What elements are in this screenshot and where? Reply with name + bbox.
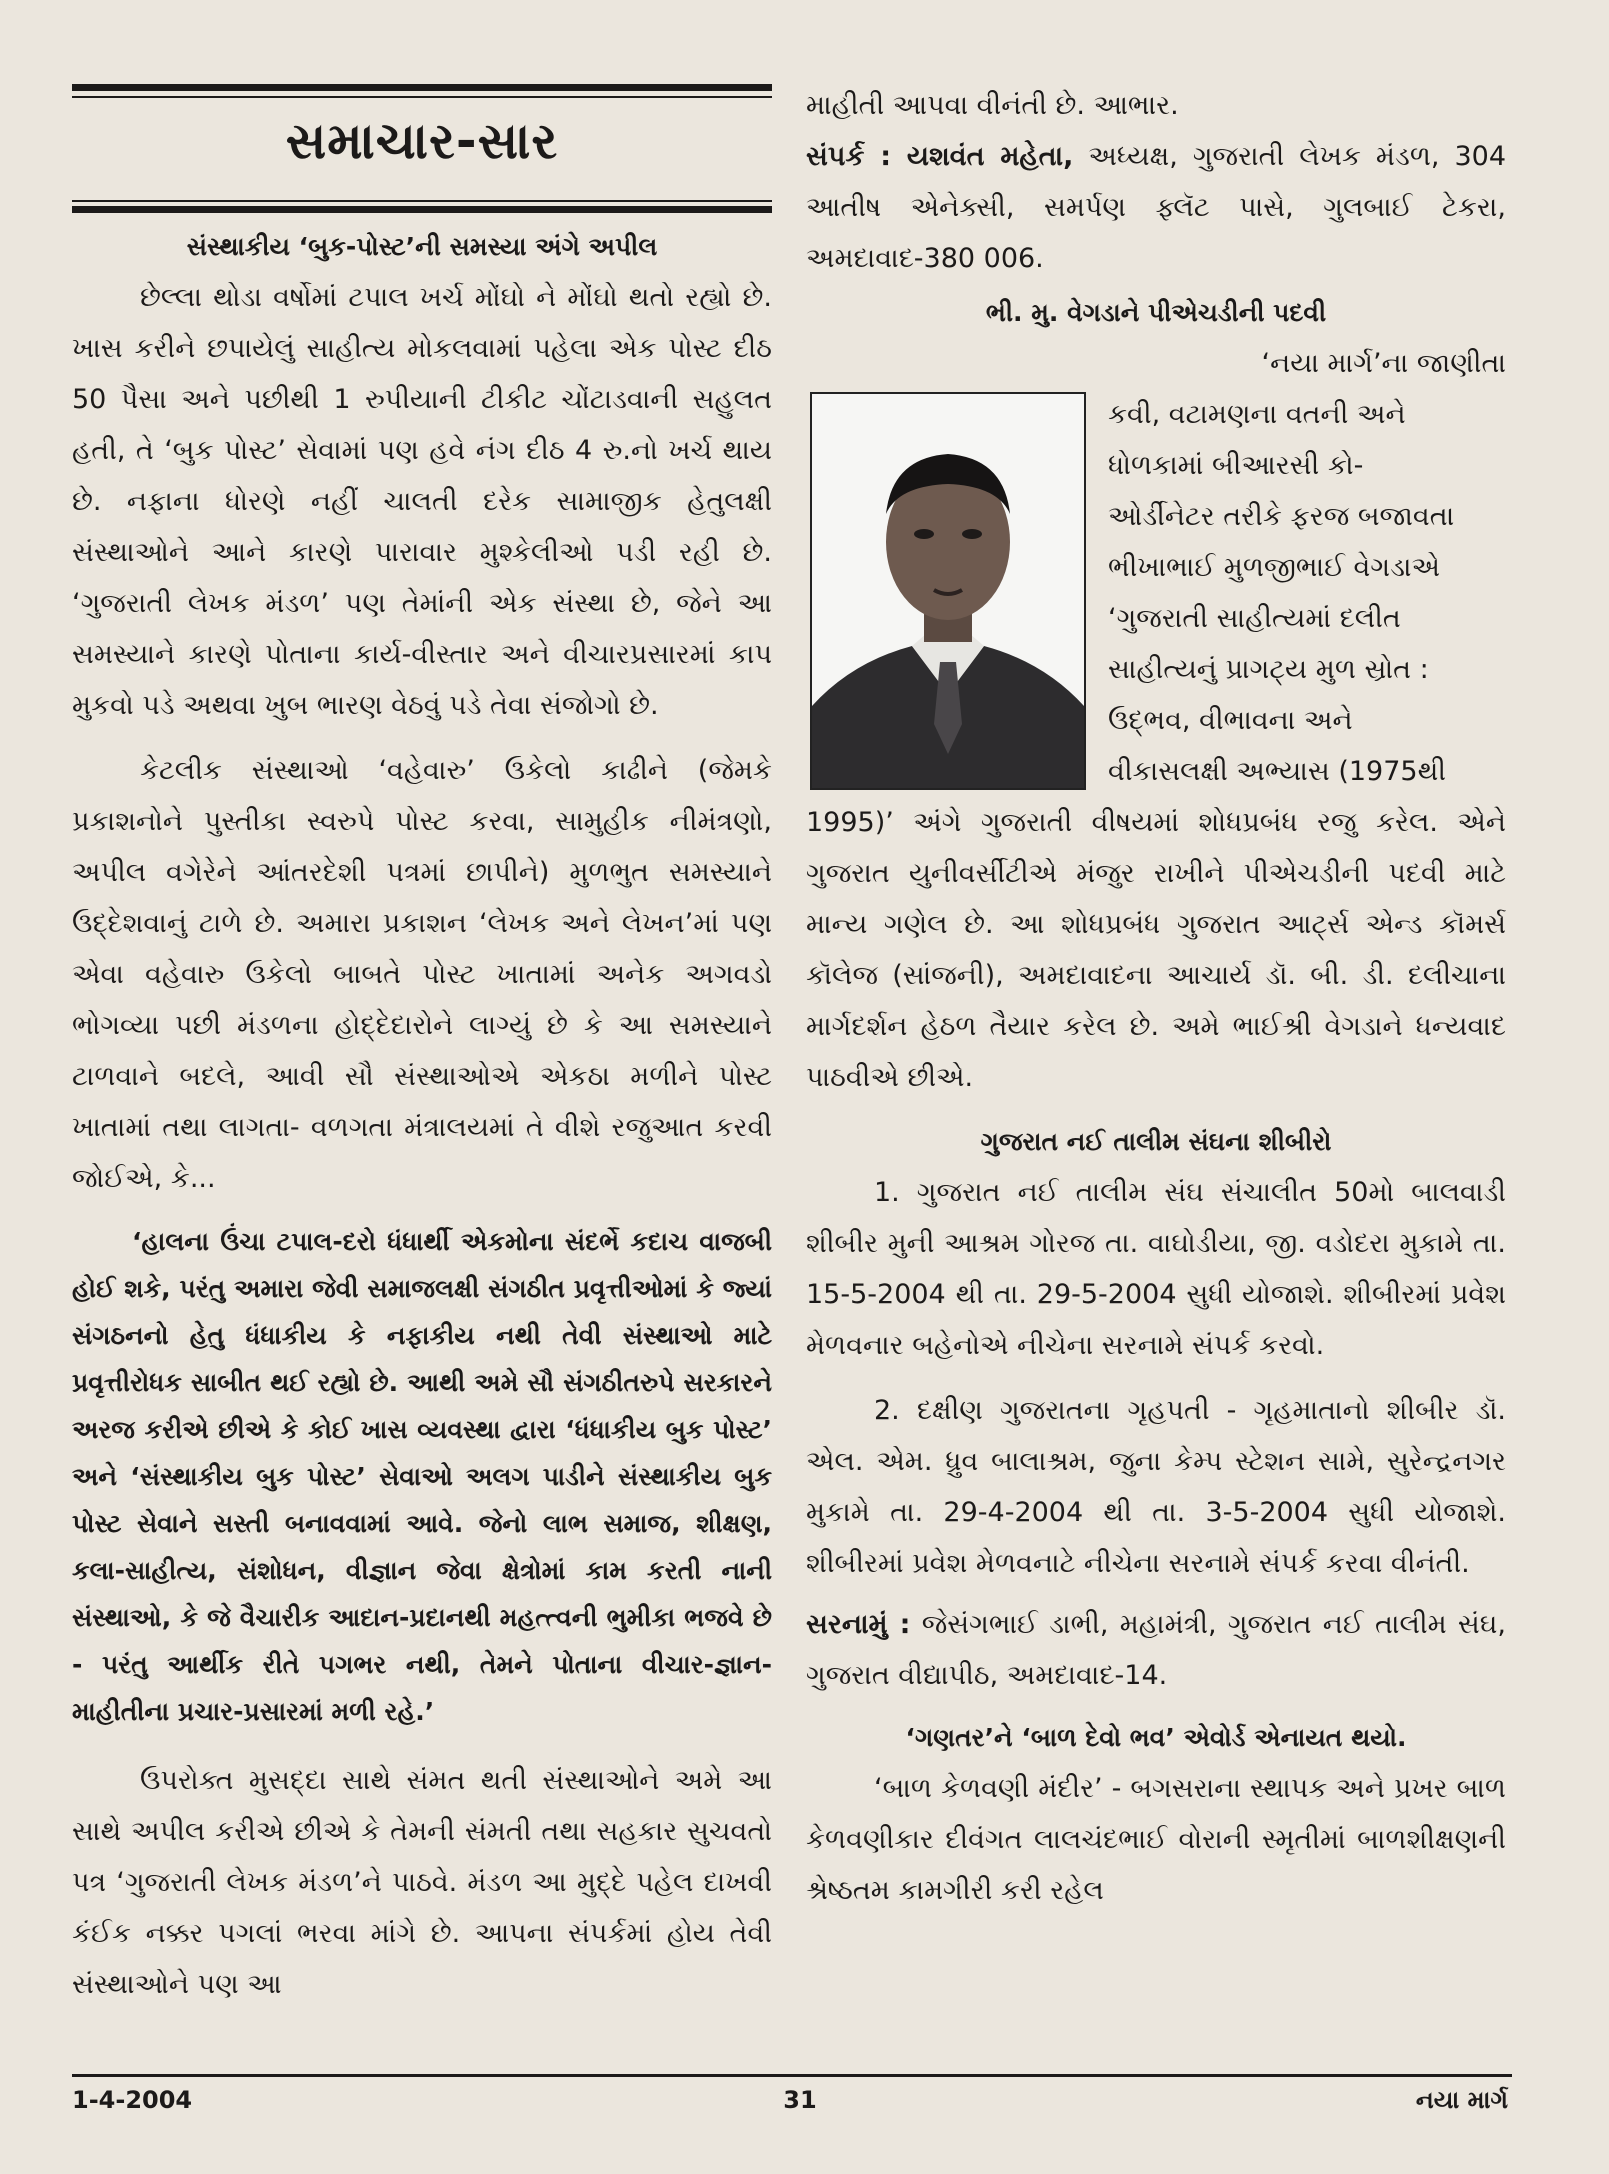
- right-column: [806, 80, 1506, 1916]
- header-rule-top-thin: [72, 96, 772, 98]
- footer-rule: [72, 2074, 1512, 2077]
- contact-block: [806, 131, 1506, 284]
- left-column: [72, 222, 772, 2010]
- header-rule-top: [72, 84, 772, 91]
- photo-caption-line: ઓર્ડીનેટર તરીકે ફરજ બજાવતા: [1108, 501, 1455, 532]
- article-heading-award: ‘ગણતર’ને ‘બાળ દેવો ભવ’ એવોર્ડ એનાયત થયો.: [905, 1723, 1407, 1752]
- article-heading-camps: ગુજરાત નઈ તાલીમ સંઘના શીબીરો: [980, 1127, 1332, 1156]
- header-rule-bottom: [72, 206, 772, 213]
- photo-caption-line: ‘નયા માર્ગ’ના જાણીતા: [1261, 348, 1506, 379]
- camp-item-1: 1. ગુજરાત નઈ તાલીમ સંઘ સંચાલીત 50મો બાલવાડી શીબીર મુની આશ્રમ ગોરજ તા. વાઘોડીયા, જી. વડોદરા મુકામે તા. 15-5-2004 થી તા. 29-5-2004 સુધી યોજાશે. શીબીરમાં પ્રવેશ મેળવનાર બહેનોએ નીચેના સરનામે સંપર્ક કરવો.: [806, 1177, 1506, 1361]
- page-number: 31: [783, 2086, 817, 2114]
- photo-caption-line: ભીખાભાઈ મુળજીભાઈ વેગડાએ: [1108, 552, 1441, 583]
- footer-date: 1-4-2004: [72, 2086, 193, 2114]
- photo-caption-line: વીકાસલક્ષી અભ્યાસ (1975થી: [1108, 756, 1447, 787]
- magazine-name: નયા માર્ગ: [1415, 2086, 1508, 2114]
- camp-item-2: 2. દક્ષીણ ગુજરાતના ગૃહપતી - ગૃહમાતાનો શીબીર ડૉ. એલ. એમ. ધ્રુવ બાલાશ્રમ, જુના કેમ્પ સ્ટેશન સામે, સુરેન્દ્રનગર મુકામે તા. 29-4-2004 થી તા. 3-5-2004 સુધી યોજાશે. શીબીરમાં પ્રવેશ મેળવનાટે નીચેના સરનામે સંપર્ક કરવા વીનંતી.: [806, 1395, 1506, 1579]
- article-paragraph: 1995)’ અંગે ગુજરાતી વીષયમાં શોધપ્રબંધ રજુ કરેલ. એને ગુજરાત યુનીવર્સીટીએ મંજુર રાખીને પીએચડીની પદવી માટે માન્ય ગણેલ છે. આ શોધપ્રબંધ ગુજરાત આર્ટ્સ એન્ડ કૉમર્સ કૉલેજ (સાંજની), અમદાવાદના આચાર્ય ડૉ. બી. ડી. દલીચાના માર્ગદર્શન હેઠળ તૈયાર કરેલ છે. અમે ભાઈશ્રી વેગડાને ધન્યવાદ પાઠવીએ છીએ.: [806, 807, 1506, 1093]
- article-paragraph: ઉપરોક્ત મુસદ્દા સાથે સંમત થતી સંસ્થાઓને અમે આ સાથે અપીલ કરીએ છીએ કે તેમની સંમતી તથા સહકાર સુચવતો પત્ર ‘ગુજરાતી લેખક મંડળ’ને પાઠવે. મંડળ આ મુદ્દે પહેલ દાખવી કંઈક નક્કર પગલાં ભરવા માંગે છે. આપના સંપર્કમાં હોય તેવી સંસ્થાઓને પણ આ: [72, 1765, 772, 2000]
- continued-text: માહીતી આપવા વીનંતી છે. આભાર.: [806, 90, 1179, 121]
- section-masthead: સમાચાર-સાર: [285, 112, 559, 170]
- article-paragraph: કેટલીક સંસ્થાઓ ‘વહેવારુ’ ઉકેલો કાઢીને (જેમકે પ્રકાશનોને પુસ્તીકા સ્વરુપે પોસ્ટ કરવા, સામુહીક નીમંત્રણો, અપીલ વગેરેને આંતરદેશી પત્રમાં છાપીને) મુળભુત સમસ્યાને ઉદ્દેશવાનું ટાળે છે. અમારા પ્રકાશન ‘લેખક અને લેખન’માં પણ એવા વહેવારુ ઉકેલો બાબતે પોસ્ટ ખાતામાં અનેક અગવડો ભોગવ્યા પછી મંડળના હોદ્દેદારોને લાગ્યું છે કે આ સમસ્યાને ટાળવાને બદલે, આવી સૌ સંસ્થાઓએ એકઠા મળીને પોસ્ટ ખાતામાં તથા લાગતા- વળગતા મંત્રાલયમાં તે વીશે રજુઆત કરવી જોઈએ, કે...: [72, 755, 772, 1194]
- article-quote: ‘હાલના ઉંચા ટપાલ-દરો ધંધાર્થી એકમોના સંદર્ભે કદાચ વાજબી હોઈ શકે, પરંતુ અમારા જેવી સમાજલક્ષી સંગઠીત પ્રવૃત્તીઓમાં કે જ્યાં સંગઠનનો હેતુ ધંધાકીય કે નફાકીય નથી તેવી સંસ્થાઓ માટે પ્રવૃત્તીરોધક સાબીત થઈ રહ્યો છે. આથી અમે સૌ સંગઠીતરુપે સરકારને અરજ કરીએ છીએ કે કોઈ ખાસ વ્યવસ્થા દ્વારા ‘ધંધાકીય બુક પોસ્ટ’ અને ‘સંસ્થાકીય બુક પોસ્ટ’ સેવાઓ અલગ પાડીને સંસ્થાકીય બુક પોસ્ટ સેવાને સસ્તી બનાવવામાં આવે. જેનો લાભ સમાજ, શીક્ષણ, કલા-સાહીત્ય, સંશોધન, વીજ્ઞાન જેવા ક્ષેત્રોમાં કામ કરતી નાની સંસ્થાઓ, કે જે વૈચારીક આદાન-પ્રદાનથી મહત્ત્વની ભુમીકા ભજવે છે - પરંતુ આર્થીક રીતે પગભર નથી, તેમને પોતાના વીચાર-જ્ઞાન-માહીતીના પ્રચાર-પ્રસારમાં મળી રહે.’: [72, 1227, 772, 1726]
- portrait-image: [812, 394, 1084, 788]
- contact-text: અધ્યક્ષ, ગુજરાતી લેખક મંડળ, 304 આતીષ એનેક્સી, સમર્પણ ફ્લૅટ પાસે, ગુલબાઈ ટેકરા, અમદાવાદ-380 006.: [806, 141, 1506, 274]
- portrait-photo: [810, 392, 1086, 790]
- address-block: [806, 1599, 1506, 1701]
- address-text: જેસંગભાઈ ડાભી, મહામંત્રી, ગુજરાત નઈ તાલીમ સંઘ, ગુજરાત વીદ્યાપીઠ, અમદાવાદ-14.: [806, 1609, 1506, 1691]
- photo-caption-line: ‘ગુજરાતી સાહીત્યમાં દલીત: [1108, 603, 1401, 634]
- photo-caption-line: ધોળકામાં બીઆરસી કો-: [1108, 450, 1364, 481]
- article-heading-book-post: સંસ્થાકીય ‘બુક-પોસ્ટ’ની સમસ્યા અંગે અપીલ: [186, 232, 658, 261]
- header-rule-bottom-thin: [72, 200, 772, 202]
- photo-caption-line: કવી, વટામણના વતની અને: [1108, 399, 1406, 430]
- photo-caption-line: ઉદ્‌ભવ, વીભાવના અને: [1108, 705, 1353, 736]
- article-paragraph: છેલ્લા થોડા વર્ષોમાં ટપાલ ખર્ચ મોંઘો ને મોંઘો થતો રહ્યો છે. ખાસ કરીને છપાયેલું સાહીત્ય મોકલવામાં પહેલા એક પોસ્ટ દીઠ 50 પૈસા અને પછીથી 1 રુપીયાની ટીકીટ ચોંટાડવાની સહુલત હતી, તે ‘બુક પોસ્ટ’ સેવામાં પણ હવે નંગ દીઠ 4 રુ.નો ખર્ચ થાય છે. નફાના ધોરણે નહીં ચાલતી દરેક સામાજીક હેતુલક્ષી સંસ્થાઓને આને કારણે પારાવાર મુશ્કેલીઓ પડી રહી છે. ‘ગુજરાતી લેખક મંડળ’ પણ તેમાંની એક સંસ્થા છે, જેને આ સમસ્યાને કારણે પોતાના કાર્ય-વીસ્તાર અને વીચારપ્રસારમાં કાપ મુકવો પડે અથવા ખુબ ભારણ વેઠવું પડે તેવા સંજોગો છે.: [72, 282, 772, 721]
- address-label: સરનામું :: [806, 1609, 911, 1640]
- article-paragraph: ‘બાળ કેળવણી મંદીર’ - બગસરાના સ્થાપક અને પ્રખર બાળ કેળવણીકાર દીવંગત લાલચંદભાઈ વોરાની સ્મૃતીમાં બાળશીક્ષણની શ્રેષ્ઠતમ કામગીરી કરી રહેલ: [806, 1773, 1506, 1906]
- photo-caption-line: સાહીત્યનું પ્રાગટ્ય મુળ સ્રોત :: [1108, 654, 1429, 685]
- contact-label: સંપર્ક : યશવંત મહેતા,: [806, 141, 1074, 172]
- article-heading-phd: ભી. મુ. વેગડાને પીએચડીની પદવી: [985, 298, 1327, 327]
